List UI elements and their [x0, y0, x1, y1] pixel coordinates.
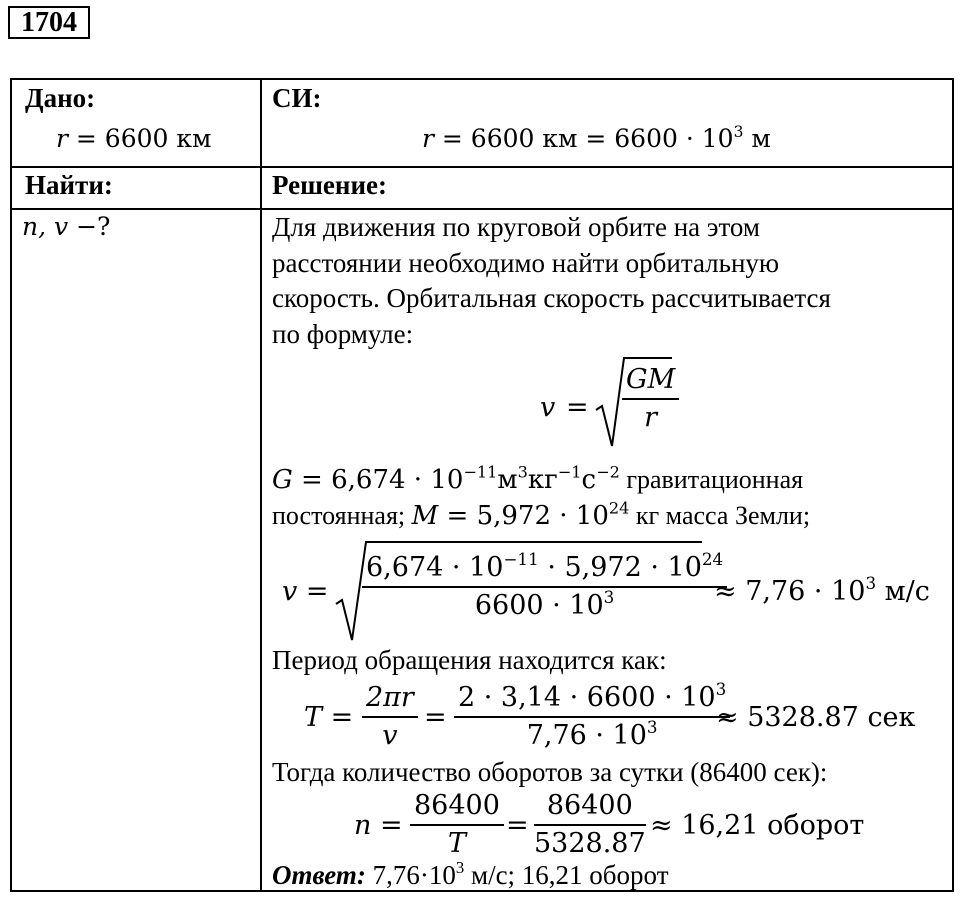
- find-heading: Найти:: [25, 170, 113, 200]
- si-conversion: r = 6600 км = $6600 \cdot 10^3$ м: [422, 122, 771, 153]
- si-heading: СИ:: [272, 83, 322, 113]
- velocity-calculation: v = $\frac{6,674 \cdot 10^{-11} \cdot 5,972 \cdot 10^{24}}{6600 \cdot 10^3}$ ≈ $7,76 \cdot 10^3$ м/с: [282, 540, 942, 640]
- gravitational-constant-line: $G = 6,674 \cdot 10^{-11}м^3кг^{-1}с^{-2}$ гравитационная: [272, 462, 804, 495]
- period-calculation: T = $\frac{2\pi r}{v}$ = $\frac{2 \cdot 3,14 \cdot 6600 \cdot 10^3}{7,76 \cdot 10^3}$ ≈ 5328.87 сек: [304, 680, 924, 760]
- 86400-over-t: $\frac{86400}{T}$: [410, 788, 504, 862]
- given-value: r = 6600 км: [56, 124, 212, 153]
- 2pir-over-v: $\frac{2\pi r}{v}$: [362, 680, 418, 754]
- intro-line-3: скорость. Орбитальная скорость рассчитывается: [272, 283, 831, 313]
- solution-heading: Решение:: [272, 170, 387, 200]
- intro-line-1: Для движения по круговой орбите на этом: [272, 212, 760, 242]
- gm-over-r: $\frac{GM}{r}$: [622, 362, 679, 436]
- orbital-velocity-formula: v = $\frac{GM}{r}$: [540, 356, 690, 446]
- revolutions-fraction: $\frac{86400}{5328.87}$: [534, 790, 646, 859]
- velocity-result: ≈ $7,76 \cdot 10^3$ м/с: [714, 573, 930, 607]
- period-fraction: $\frac{2 \cdot 3,14 \cdot 6600 \cdot 10^3}{7,76 \cdot 10^3}$: [454, 680, 730, 754]
- find-value: n, v −?: [22, 212, 111, 241]
- period-text: Период обращения находится как:: [272, 645, 667, 675]
- earth-mass-line: постоянная; $M = 5,972 \cdot 10^{24}$ кг масса Земли;: [272, 498, 811, 531]
- velocity-fraction: $\frac{6,674 \cdot 10^{-11} \cdot 5,972 \cdot 10^{24}}{6600 \cdot 10^3}$: [362, 550, 727, 624]
- problem-number: 1704: [8, 6, 90, 39]
- given-heading: Дано:: [25, 83, 96, 113]
- column-divider: [260, 78, 262, 892]
- then-text: Тогда количество оборотов за сутки (86400 сек):: [272, 757, 828, 787]
- answer-line: Ответ: $7,76\cdot 10^3$ м/с; 16,21 оборот: [272, 858, 669, 890]
- intro-line-4: по формуле:: [272, 319, 414, 349]
- revolutions-calculation: n = $\frac{86400}{T}$ = $\frac{86400}{5328.87}$ ≈ 16,21 оборот: [354, 790, 914, 866]
- revolutions-result: ≈ 16,21 оборот: [650, 810, 865, 841]
- intro-line-2: расстоянии необходимо найти орбитальную: [272, 248, 780, 278]
- period-result: ≈ 5328.87 сек: [716, 702, 916, 733]
